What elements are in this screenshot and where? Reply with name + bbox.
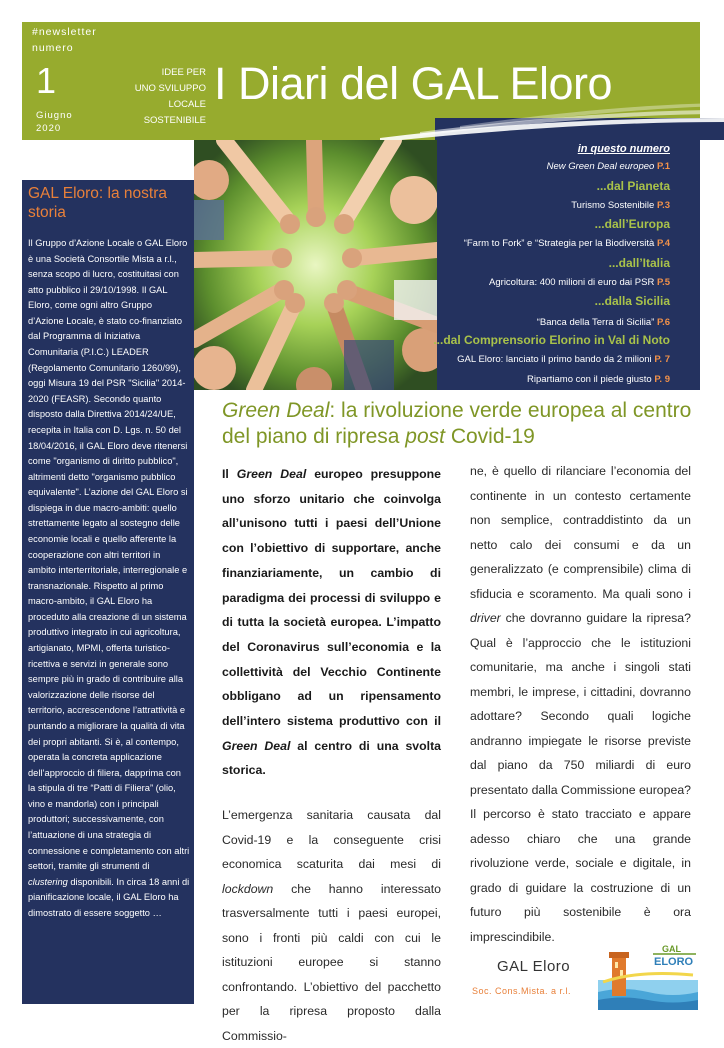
lead-italic: Green Deal (222, 738, 291, 753)
issue-label: numero (32, 42, 74, 54)
toc-entry[interactable] (464, 238, 670, 249)
toc-entry-text: Ripartiamo con il piede giusto (527, 374, 652, 385)
sidebar-italic-term: clustering (28, 876, 68, 887)
hands-circle-photo (194, 140, 437, 390)
publisher-subtitle: Soc. Cons.Mista. a r.l. (472, 986, 572, 996)
lead-text: al centro di una svolta storica. (222, 738, 441, 778)
issue-year: 2020 (36, 123, 62, 134)
sidebar-title: GAL Eloro: la nostra storia (28, 185, 167, 221)
toc-entry-page: P.3 (656, 200, 670, 211)
contents-box (433, 140, 700, 390)
body-italic: lockdown (222, 881, 274, 896)
toc-section[interactable]: ...dall’Europa (594, 217, 670, 231)
gal-eloro-logo (598, 940, 698, 1010)
lead-text: europeo presuppone uno sforzo unitario che coinvolga all’unisono tutti i paesi dell’Unione con l’obiettivo di supportare, anche finanziariamente, un cambio di paradigma dei processi di sviluppo e di tutta la società europea. L’impatto del Coronavirus sull’economia e la collettività del Vecchio Continente obbligano ad un ripensamento dell’intero sistema produttivo con il (222, 467, 442, 729)
toc-entry-page: P. 7 (654, 354, 670, 365)
toc-entry-text: GAL Eloro: lanciato il primo bando da 2 milioni (457, 354, 652, 365)
headline-italic: Green Deal (222, 399, 330, 422)
toc-entry-page: P. 9 (654, 374, 670, 385)
sidebar-body (28, 236, 190, 921)
toc-entry-text: “Farm to Fork” e “Strategia per la Biodiversità (463, 238, 655, 249)
toc-entry[interactable] (489, 277, 670, 288)
body-text: che dovranno guidare la ripresa? Qual è l’approccio che le istituzioni comunitarie, ma anche i singoli stati membri, le imprese, i cittadini, dovranno adottare? Secondo quali logiche andranno impiegate le risorse previste dal piano da 750 miliardi di euro presentato dalla Commissione europea? Il percorso è stato tracciato e appare adesso chiaro che una grande rivoluzione verde, sociale e digitale, in grado di guidare la costruzione di un futuro più sostenibile è ora imprescindibile. (470, 611, 691, 944)
issue-number: 1 (36, 60, 57, 101)
issue-month: Giugno (36, 110, 73, 121)
toc-entry[interactable] (547, 161, 670, 172)
toc-entry-page: P.5 (656, 277, 670, 288)
body-text: ne, è quello di rilanciare l’economia del continente in un contesto certamente non semplice, contraddistinto da un netto calo dei consumi e da un generalizzato (e comprensibile) clima di sfiducia e scoramento. Ma quali sono i (470, 464, 691, 601)
lead-italic: Green Deal (236, 467, 307, 481)
tagline-line: IDEE PER (161, 67, 206, 78)
sidebar-text-end: disponibili. In circa 18 anni di pianificazione locale, il GAL Eloro ha dimostrato di essere soggetto … (28, 876, 190, 918)
toc-section[interactable]: ...dal Pianeta (596, 179, 670, 193)
logo-gal-text: GAL (662, 944, 681, 954)
article-column-2 (470, 459, 691, 949)
publisher-name: GAL Eloro (497, 958, 571, 975)
headline-text: : la rivoluzione verde europea al centro del piano di ripresa (222, 399, 692, 448)
sidebar-text: Il Gruppo d’Azione Locale o GAL Eloro è una Società Consortile Mista a r.l., senza scopo di lucro, costituitasi con atto pubblico il 29/10/1998. Il GAL Eloro, come ogni altro Gruppo d’Azione Locale, è stato co-finanziato dal Programma di Iniziativa Comunitaria (P.I.C.) LEADER (Regolamento Comunitario 1260/99), oggi Misura 19 del PSR "Sicilia" 2014-2020 (FEASR). Secondo quanto disposto dalla Direttiva 2014/24/UE, recepita in Italia con D. Lgs. n. 50 del 18/04/2016, il GAL Eloro deve ritenersi come "organismo di diritto pubblico", altrimenti detto "organismo pubblico equivalente". L’azione del GAL Eloro si dispiega in due macro-ambiti: quello strettamente legato al sostegno delle economie locali e quello afferente la cooperazione con altri territori in ambito interterritoriale, interregionale e transnazionale. Rispetto al primo macro-ambito, il GAL Eloro ha proceduto alla creazione di un sistema produttivo integrato in cui agricoltura, artigianato, MPMI, offerta turistico-ricettiva e servizi in generale sono sempre più in grado di contribuire alla valorizzazione delle risorse del territorio, accrescendone l’attrattività e puntando a migliorare la qualità di vita dei propri abitanti. Si è, al contempo, operata la concreta applicazione dell’approccio di filiera, dapprima con la stipula di tre “Patti di Filiera” (olio, vino e mandorla) con i principali produttori; successivamente, con l’attuazione di una strategia di connessione e completamento con altri settori, tramite gli strumenti di (28, 238, 190, 872)
toc-entry-page: P.1 (656, 161, 670, 172)
toc-entry-text: Agricoltura: 400 milioni di euro dai PSR (489, 277, 655, 288)
article-lead (222, 462, 441, 783)
toc-entry-text: Turismo Sostenibile (571, 200, 655, 211)
toc-entry[interactable] (537, 317, 670, 328)
tagline-line: SOSTENIBILE (143, 115, 206, 126)
article-column-1 (222, 803, 441, 1048)
newsletter-tag: #newsletter (32, 26, 97, 38)
headline-italic: post (405, 425, 445, 448)
body-text: che hanno interessato trasversalmente tutti i paesi europei, sono i fronti più caldi con cui le istituzioni europee si stanno confrontando. L’obiettivo del pacchetto per la ripresa proposto dalla Commissio- (222, 881, 441, 1043)
toc-entry-text: “Banca della Terra di Sicilia” (536, 317, 655, 328)
logo-eloro-text: ELORO (654, 956, 694, 968)
tagline-line: UNO SVILUPPO LOCALE (134, 83, 206, 110)
toc-entry[interactable] (527, 374, 670, 385)
toc-section[interactable]: ...dall’Italia (608, 256, 670, 270)
masthead-title: I Diari del GAL Eloro (214, 58, 612, 109)
toc-entry-page: P.4 (656, 238, 670, 249)
toc-entry[interactable] (457, 354, 670, 365)
toc-entry-text: New Green Deal europeo (546, 161, 655, 172)
body-italic: driver (470, 611, 501, 625)
article-headline (222, 398, 692, 450)
toc-section[interactable]: ...dal Comprensorio Elorino in Val di Noto (433, 333, 670, 347)
contents-title: in questo numero (577, 143, 670, 155)
toc-section[interactable]: ...dalla Sicilia (594, 294, 670, 308)
masthead-tagline (96, 65, 206, 129)
lead-text: Il (222, 467, 237, 481)
body-text: L’emergenza sanitaria causata dal Covid-19 e la conseguente crisi economica scaturita dai mesi di (222, 808, 441, 871)
toc-entry-page: P.6 (656, 317, 670, 328)
headline-text: Covid-19 (444, 425, 535, 448)
toc-entry[interactable] (571, 200, 670, 211)
